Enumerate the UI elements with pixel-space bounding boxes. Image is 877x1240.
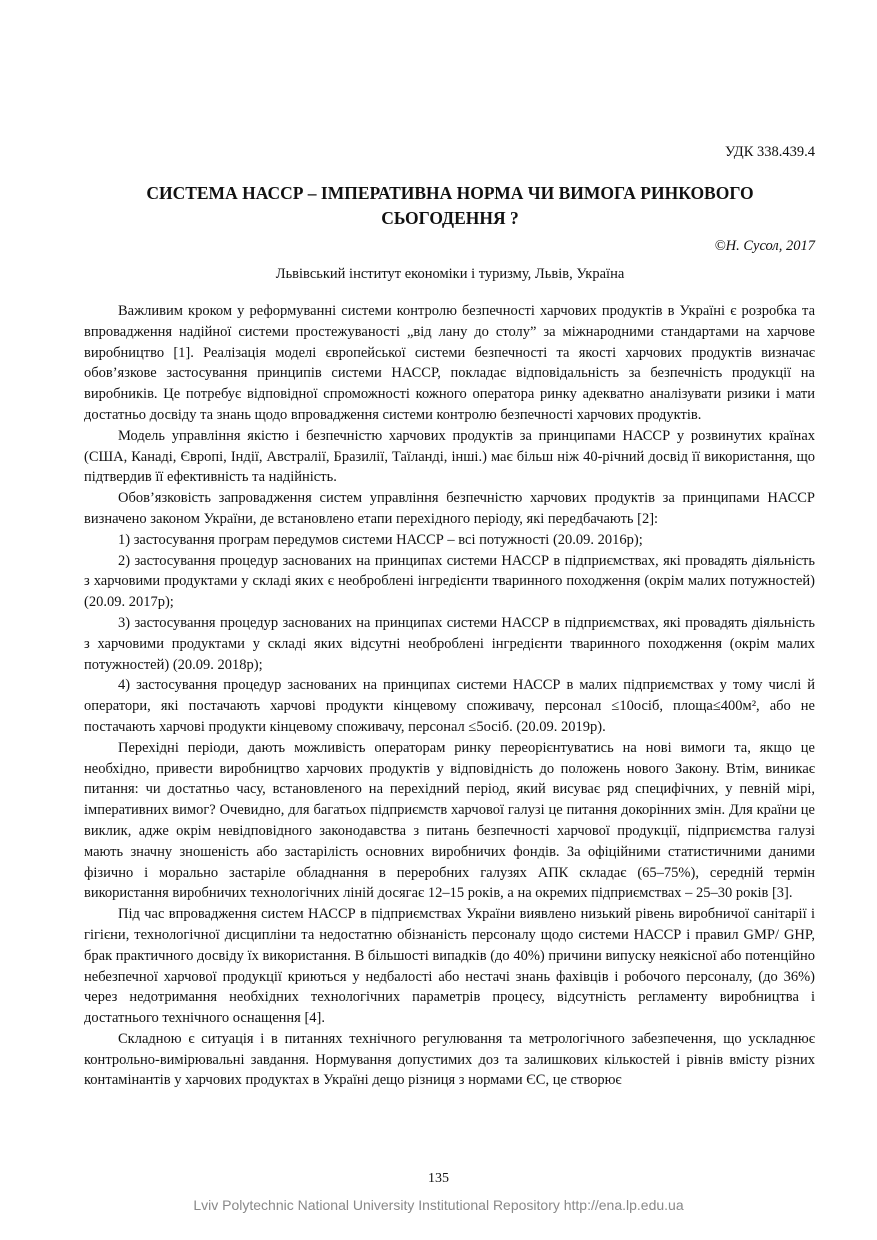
paragraph: Складною є ситуація і в питаннях технічного регулювання та метрологічного забезпечення, що ускладнює контрольно-вимірювальні завдання. Нормування допустимих доз та залишкових кількостей і рівнів вмісту різних контамінантів у харчових продуктах в Україні дещо різниця з нормами ЄС, це створює bbox=[84, 1030, 815, 1089]
list-item: 3) застосування процедур заснованих на принципах системи НАССР в підприємствах, які провадять діяльність з харчовими продуктами у складі яких відсутні необроблені інгредієнти тваринного походження (окрім малих потужностей) (20.09. 2018р); bbox=[84, 614, 815, 673]
repository-footer: Lviv Polytechnic National University Institutional Repository http://ena.lp.edu.ua bbox=[193, 1197, 684, 1213]
author-copyright: ©Н. Сусол, 2017 bbox=[714, 238, 815, 254]
paragraph: Перехідні періоди, дають можливість операторам ринку переорієнтуватись на нові вимоги та, якщо це необхідно, привести виробництво харчових продуктів у відповідність до положень нового Закону. Втім, виникає питання: чи достатньо часу, встановленого на перехідний період, який висуває ряд специфічних, у певній мірі, імперативних вимог? Очевидно, для багатьох підприємств харчової галузі це питання докорінних змін. Для країни це виклик, адже окрім невідповідного законодавства з питань безпечності харчової продукції, підприємства галузі мають значну зношеність або застарілість основних виробничих фондів. За офіційними статистичними даними фізично і морально застаріле обладнання в переробних галузях АПК складає (65–75%), середній термін використання виробничих технологічних ліній досягає 12–15 років, а на окремих підприємствах – 25–30 років [3]. bbox=[84, 739, 815, 902]
udc-code: УДК 338.439.4 bbox=[725, 144, 815, 160]
paragraph: Обов’язковість запровадження систем управління безпечністю харчових продуктів за принципами НАССР визначено законом України, де встановлено етапи перехідного періоду, які передбачають [2]: bbox=[84, 490, 815, 527]
paragraph: Важливим кроком у реформуванні системи контролю безпечності харчових продуктів в Україні є розробка та впровадження надійної системи простежуваності „від лану до столу” за міжнародними стандартами на харчове виробництво [1]. Реалізація моделі європейської системи безпечності та якості харчових продуктів визначає обов’язкове застосування принципів системи НАССР, покладає відповідальність за безпечність продукції на виробників. Це потребує відповідної спроможності кожного оператора ринку адекватно аналізувати ризики і мати достатньо досвіду та знань щодо впровадження системи контролю безпечності харчових продуктів. bbox=[84, 303, 815, 423]
page-number: 135 bbox=[428, 1171, 449, 1186]
paragraph: Модель управління якістю і безпечністю харчових продуктів за принципами НАССР у розвинутих країнах (США, Канаді, Європі, Індії, Австралії, Бразилії, Таїланді, інші.) має більш ніж 40-річний досвід її використання, що підтвердив її ефективність та надійність. bbox=[84, 427, 815, 486]
list-item: 2) застосування процедур заснованих на принципах системи НАССР в підприємствах, які провадять діяльність з харчовими продуктами у складі яких є необроблені інгредієнти тваринного походження (окрім малих потужностей) (20.09. 2017р); bbox=[84, 552, 815, 611]
paragraph: Під час впровадження систем НАССР в підприємствах України виявлено низький рівень виробничої санітарії і гігієни, технологічної дисципліни та недостатню обізнаність персоналу щодо системи НАССР і правил GMP/ GHP, брак практичного досвіду їх використання. В більшості випадків (до 40%) причини випуску неякісної або потенційно небезпечної харчової продукції криються у недбалості або нестачі знань фахівців і робочого персоналу, (до 36%) через недотримання необхідних технологічних параметрів процесу, відсутність регламенту виробництва і достатнього технічного оснащення [4]. bbox=[84, 906, 815, 1027]
list-item: 4) застосування процедур заснованих на принципах системи НАССР в малих підприємствах у тому числі й оператори, які постачають харчові продукти кінцевому споживачу, персонал ≤10осіб, площа≤400м², або не постачають харчові продукти кінцевому споживачу, персонал ≤5осіб. (20.09. 2019р). bbox=[84, 677, 815, 735]
list-item: 1) застосування програм передумов системи НАССР – всі потужності (20.09. 2016р); bbox=[118, 531, 643, 548]
article-body bbox=[84, 301, 815, 1091]
affiliation: Львівський інститут економіки і туризму, Львів, Україна bbox=[275, 266, 625, 282]
article-title: СИСТЕМА НАССР – ІМПЕРАТИВНА НОРМА ЧИ ВИМОГА РИНКОВОГО СЬОГОДЕННЯ ? bbox=[146, 183, 754, 228]
